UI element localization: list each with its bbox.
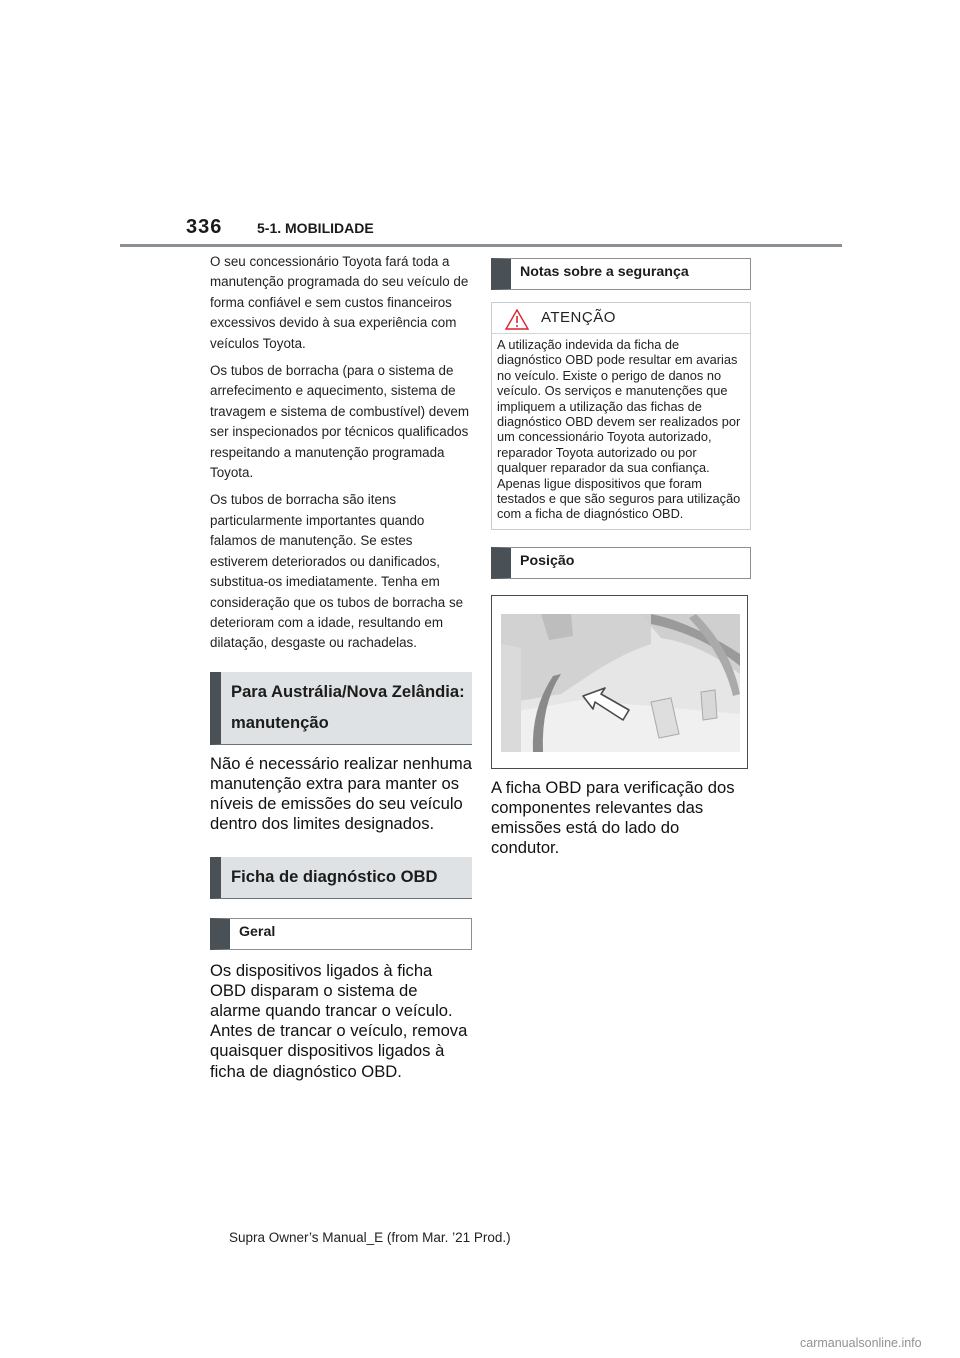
warning-text: A utilização indevida da ficha de diagnóstico OBD pode resultar em avarias no veículo. Existe o perigo de danos no veículo. Os serviços e manutenções que impliquem a utilização das fichas de diagnóstico OBD devem ser realizados por um concessionário Toyota autorizado, reparador Toyota autorizado ou por qualquer reparador da sua confiança. Apenas ligue dispositivos que foram testados e que são seguros para utilização com a ficha de diagnóstico OBD. <box>497 337 741 522</box>
warning-triangle-icon <box>505 309 529 330</box>
subheading-safety-notes: Notas sobre a segurança <box>491 258 751 290</box>
paragraph-obd-remove: Antes de trancar o veículo, remova quaisquer dispositivos ligados à ficha de diagnóstico OBD. <box>210 1021 468 1081</box>
warning-header <box>492 303 750 334</box>
paragraph-obd-position: A ficha OBD para verificação dos componentes relevantes das emissões está do lado do condutor. <box>491 777 735 858</box>
paragraph-rubber-hoses-replace: Os tubos de borracha são itens particularmente importantes quando falamos de manutenção. Se estes estiverem deteriorados ou danificados, substitua-os imediatamente. Tenha em consideração que os tubos de borracha se deterioram com a idade, resultando em dilatação, desgaste ou rachadelas. <box>210 492 464 651</box>
paragraph-australia-maintenance: Não é necessário realizar nenhuma manutenção extra para manter os níveis de emissões do seu veículo dentro dos limites designados. <box>210 753 472 834</box>
paragraph-dealer: O seu concessionário Toyota fará toda a manutenção programada do seu veículo de forma confiável e sem custos financeiros excessivos devido à sua experiência com veículos Toyota. <box>210 254 469 351</box>
warning-box <box>491 302 751 530</box>
page-number: 336 <box>186 216 223 238</box>
left-column <box>210 252 472 1082</box>
footer-manual-title: Supra Owner’s Manual_E (from Mar. ’21 Prod.) <box>229 1230 511 1245</box>
header-rule <box>120 244 842 247</box>
paragraph-obd-alarm: Os dispositivos ligados à ficha OBD disparam o sistema de alarme quando trancar o veículo. <box>210 960 453 1020</box>
heading-obd-plug: Ficha de diagnóstico OBD <box>210 857 472 899</box>
heading-australia-maintenance: Para Austrália/Nova Zelândia: manutenção <box>210 672 472 745</box>
watermark: carmanualsonline.info <box>800 1336 922 1350</box>
obd-location-illustration <box>501 614 740 752</box>
subheading-general: Geral <box>210 918 472 950</box>
obd-location-image <box>491 595 748 769</box>
paragraph-rubber-hoses: Os tubos de borracha (para o sistema de arrefecimento e aquecimento, sistema de travagem e sistema de combustível) devem ser inspecionados por técnicos qualificados respeitando a manutenção programada Toyota. <box>210 363 469 481</box>
section-title: 5-1. MOBILIDADE <box>257 220 374 236</box>
warning-title: ATENÇÃO <box>541 309 616 326</box>
subheading-position: Posição <box>491 547 751 579</box>
right-column <box>491 258 751 859</box>
